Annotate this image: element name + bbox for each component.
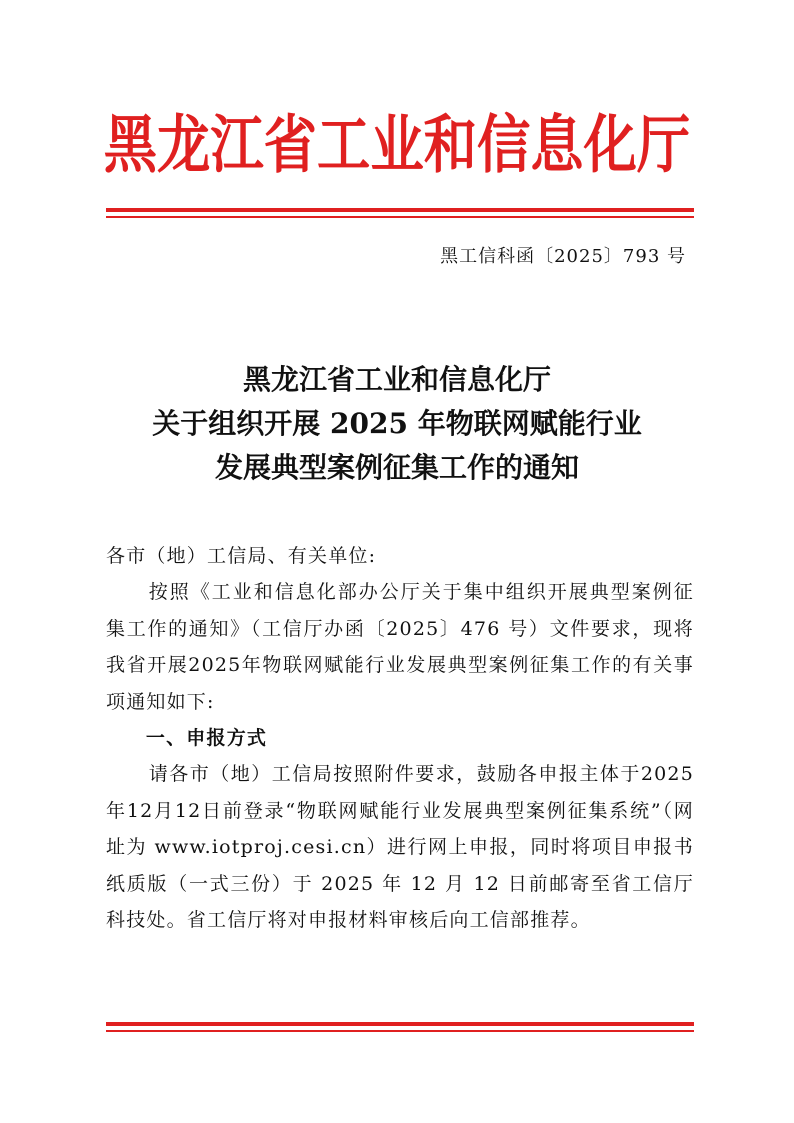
paragraph-intro: 按照《工业和信息化部办公厅关于集中组织开展典型案例征集工作的通知》（工信厅办函〔2025〕476 号）文件要求，现将我省开展2025年物联网赋能行业发展典型案例征集工作的有关事项通知如下: xyxy=(106,581,694,713)
paragraph-application-method: 请各市（地）工信局按照附件要求，鼓励各申报主体于2025年12月12日前登录“物联网赋能行业发展典型案例征集系统”（网址为 www.iotproj.cesi.cn）进行网上申报，同时将项目申报书纸质版（一式三份）于 2025 年 12 月 12 日前邮寄至省工信厅科技处。省工信厅将对申报材料审核后向工信部推荐。 xyxy=(106,763,694,932)
document-number: 黑工信科函〔2025〕793 号 xyxy=(440,246,686,267)
salutation: 各市（地）工信局、有关单位: xyxy=(106,545,377,567)
title-line-2: 关于组织开展 2025 年物联网赋能行业 xyxy=(152,407,642,440)
document-title xyxy=(0,358,794,490)
title-line-1: 黑龙江省工业和信息化厅 xyxy=(242,363,551,396)
letterhead-rule-thick xyxy=(106,208,694,212)
title-line-3: 发展典型案例征集工作的通知 xyxy=(214,451,579,484)
letterhead-rule-thin xyxy=(106,216,694,218)
footer-rule-thin xyxy=(106,1030,694,1032)
letterhead-org-name: 黑龙江省工业和信息化厅 xyxy=(103,107,691,182)
footer-rule-thick xyxy=(106,1022,694,1026)
document-body xyxy=(106,538,694,938)
section-heading-1: 一、申报方式 xyxy=(145,727,268,750)
